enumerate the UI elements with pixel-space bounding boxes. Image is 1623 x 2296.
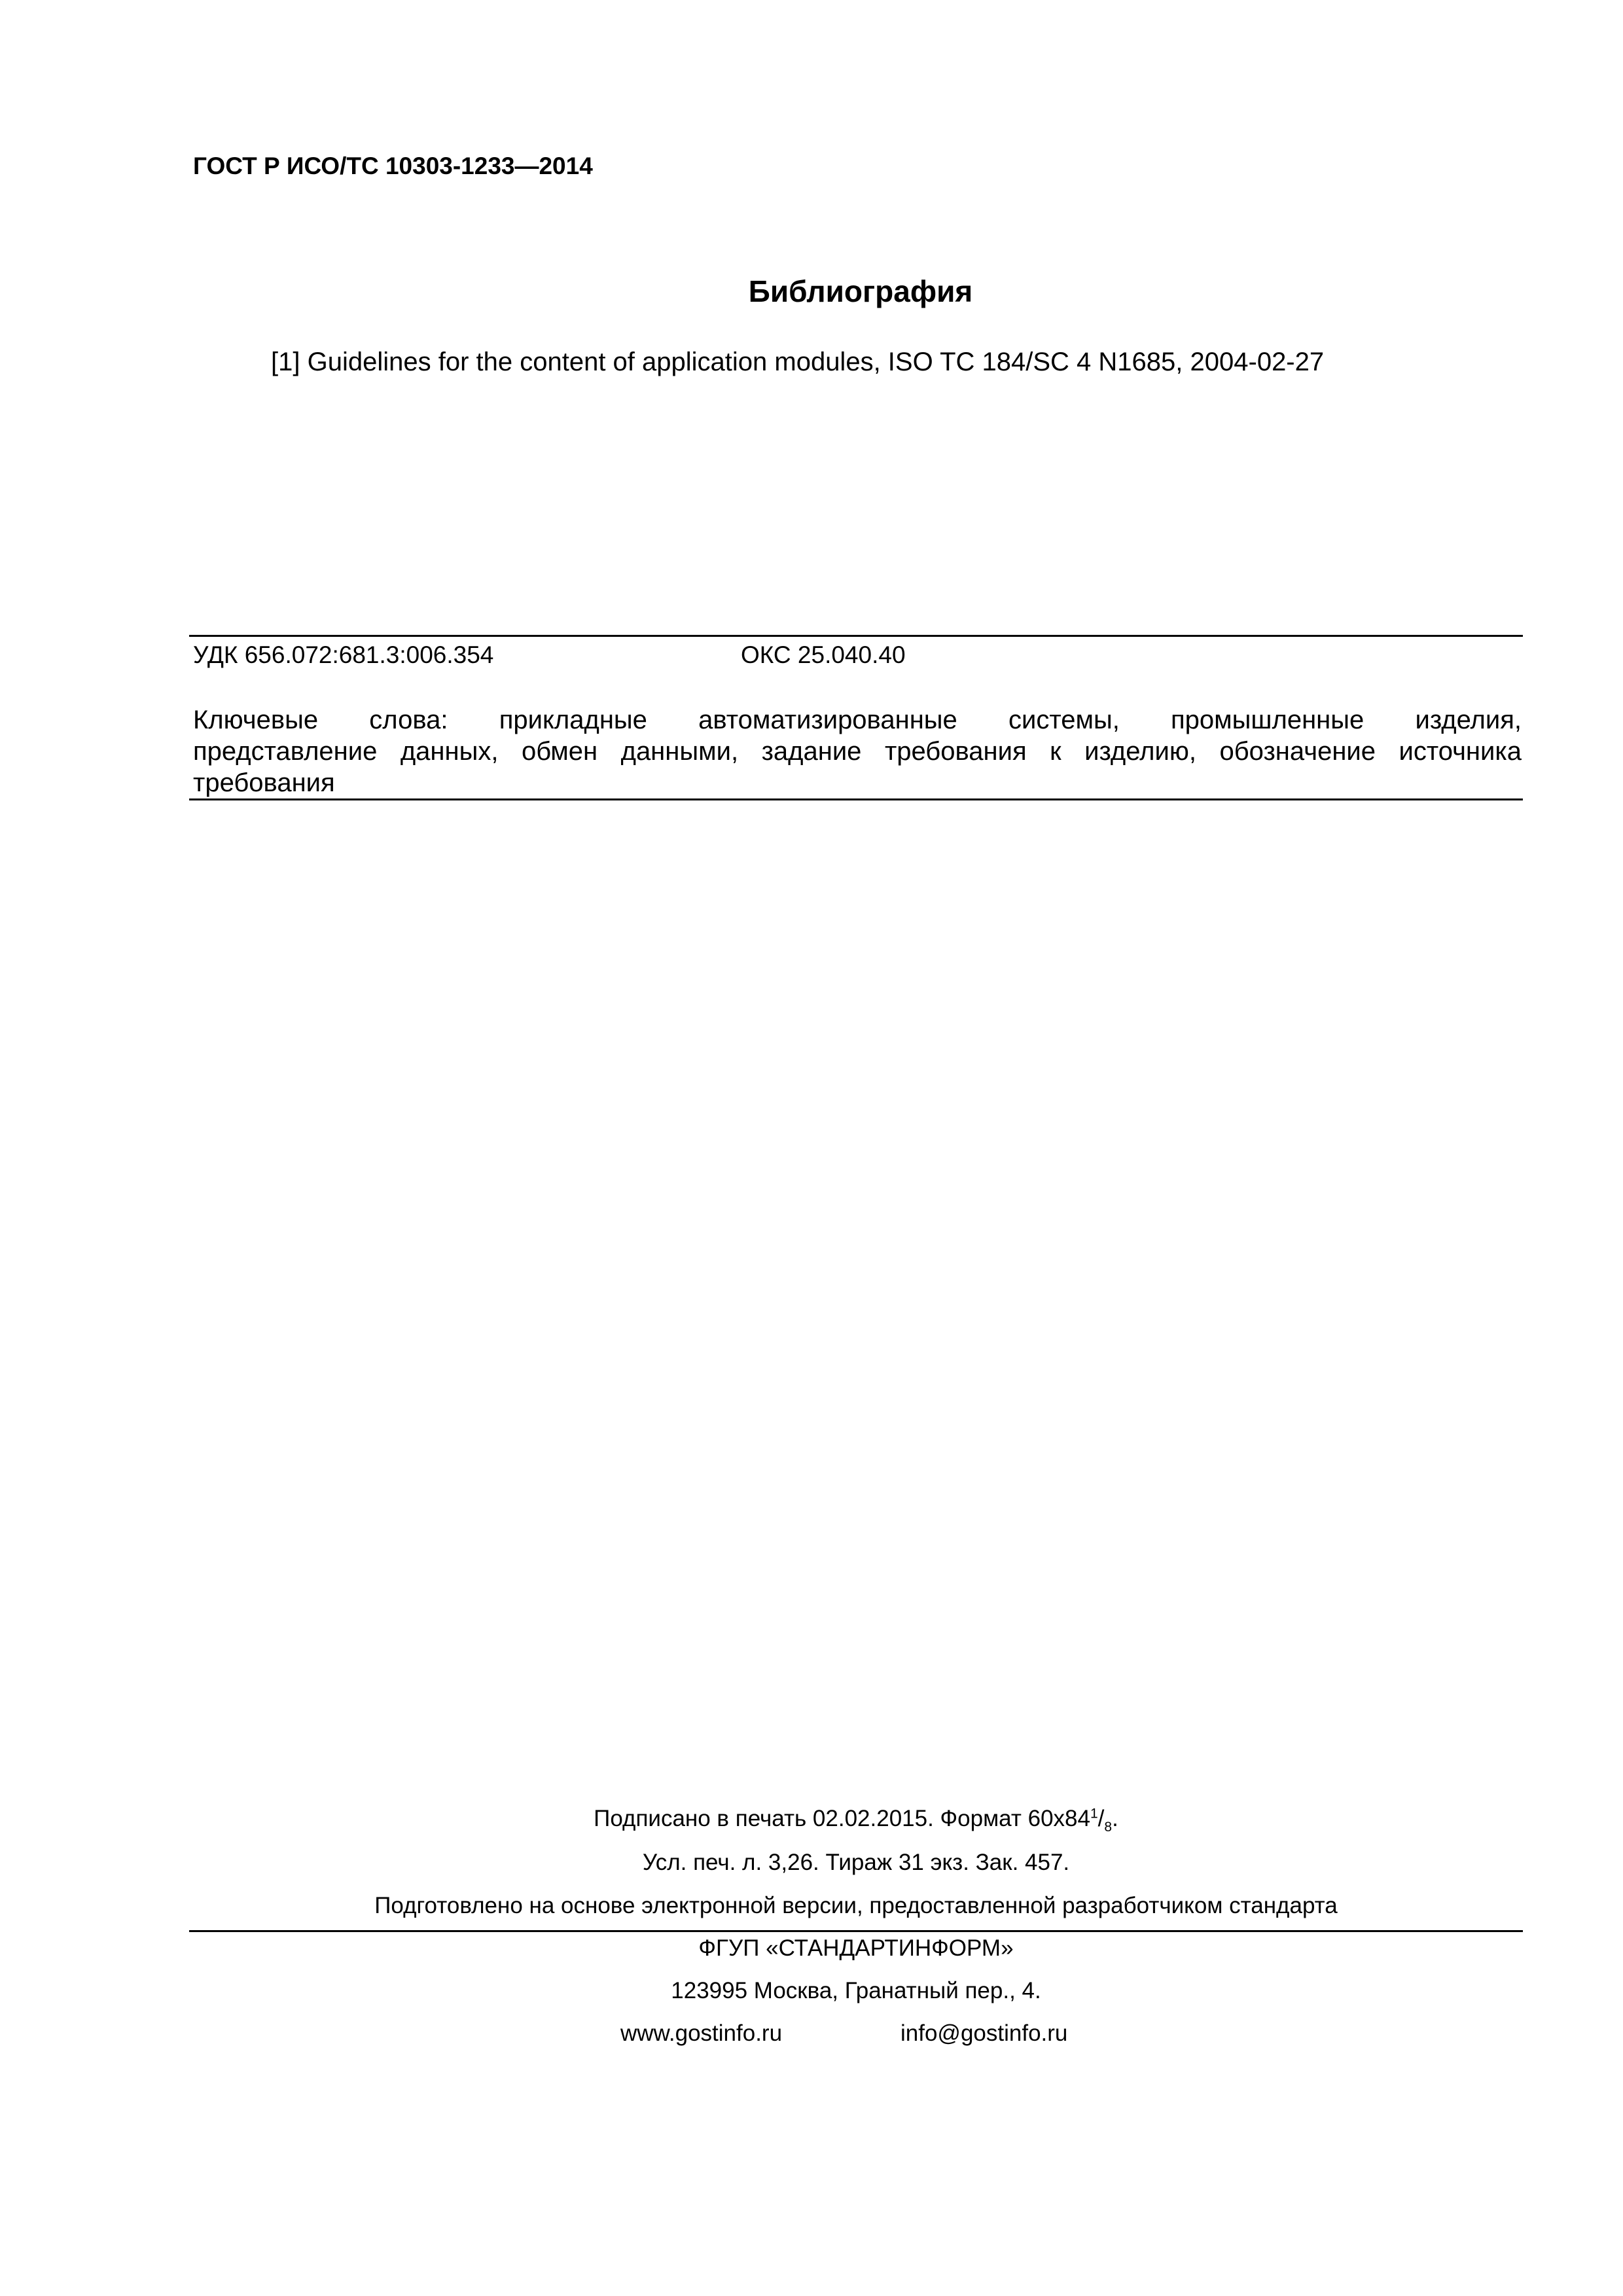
email-link[interactable]: info@gostinfo.ru: [901, 2020, 1068, 2046]
publisher-address: 123995 Москва, Гранатный пер., 4.: [671, 1978, 1041, 2003]
signed-for-print-line: Подписано в печать 02.02.2015. Формат $60x84^1/_8$.: [594, 1806, 1118, 1835]
classification-bottom-rule: [189, 798, 1523, 800]
classification-top-rule: [189, 635, 1523, 637]
print-info-line: Усл. печ. л. 3,26. Тираж 31 экз. Зак. 457.: [642, 1850, 1070, 1875]
keywords-line: требования: [193, 768, 335, 797]
oks-code: ОКС 25.040.40: [741, 641, 906, 668]
keywords-line: Ключевые слова: прикладные автоматизированные системы, промышленные изделия,: [193, 706, 1522, 734]
bibliography-entry: [1] Guidelines for the content of application modules, ISO TC 184/SC 4 N1685, 2004-02-27: [271, 348, 1325, 376]
prepared-note-line: Подготовлено на основе электронной версии, предоставленной разработчиком стандарта: [374, 1893, 1338, 1918]
website-link[interactable]: www.gostinfo.ru: [620, 2020, 783, 2046]
document-header-standard-id: ГОСТ Р ИСО/ТС 10303-1233—2014: [193, 152, 593, 179]
signed-for-print-text: Подписано в печать 02.02.2015. Формат 60x84: [594, 1806, 1090, 1831]
publisher-name: ФГУП «СТАНДАРТИНФОРМ»: [698, 1935, 1014, 1961]
udk-code: УДК 656.072:681.3:006.354: [193, 641, 494, 668]
imprint-rule: [189, 1930, 1523, 1932]
bibliography-title: Библиография: [748, 274, 973, 308]
format-fraction-numerator: 1: [1090, 1806, 1098, 1821]
keywords-line: представление данных, обмен данными, задание требования к изделию, обозначение источника: [193, 737, 1522, 766]
keywords-block: [193, 704, 1522, 798]
format-fraction-period: .: [1112, 1806, 1118, 1831]
format-fraction-denominator: 8: [1104, 1820, 1113, 1835]
